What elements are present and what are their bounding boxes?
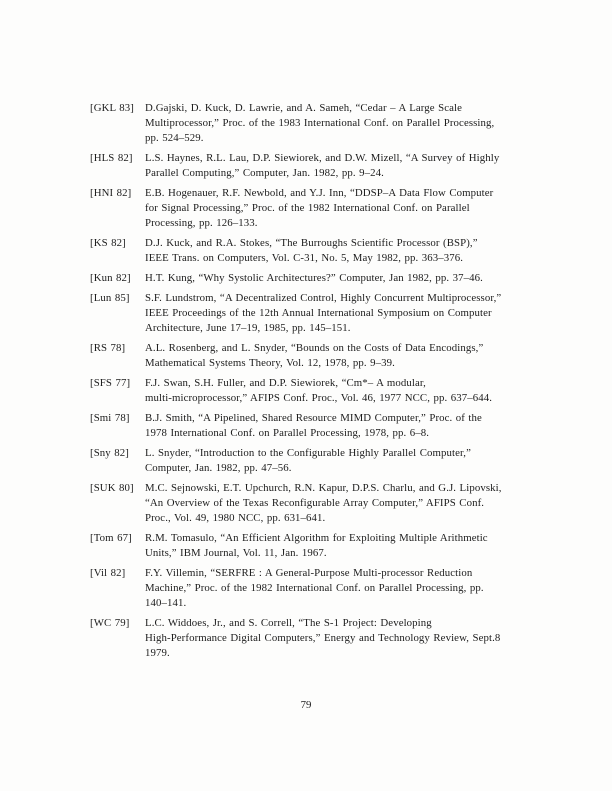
reference-label: [Tom 67] — [90, 532, 132, 544]
reference-label: [Kun 82] — [90, 272, 131, 284]
reference-label: [Vil 82] — [90, 567, 126, 579]
reference-line: D.Gajski, D. Kuck, D. Lawrie, and A. Sameh, “Cedar – A Large Scale — [145, 102, 463, 114]
reference-label: [SUK 80] — [90, 482, 134, 494]
reference-entry — [90, 481, 552, 526]
reference-line: F.J. Swan, S.H. Fuller, and D.P. Siewiorek, “Cm*– A modular, — [145, 377, 426, 389]
reference-line: Architecture, June 17–19, 1985, pp. 145–151. — [145, 322, 351, 334]
reference-line: IEEE Trans. on Computers, Vol. C-31, No. 5, May 1982, pp. 363–376. — [145, 252, 464, 264]
page-number: 79 — [300, 699, 312, 711]
reference-body — [145, 376, 552, 406]
reference-line: B.J. Smith, “A Pipelined, Shared Resource MIMD Computer,” Proc. of the — [145, 412, 482, 424]
reference-entry — [90, 341, 552, 371]
reference-line: IEEE Proceedings of the 12th Annual International Symposium on Computer — [145, 307, 492, 319]
reference-entry — [90, 376, 552, 406]
reference-entry — [90, 186, 552, 231]
reference-body — [145, 271, 552, 286]
reference-line: pp. 524–529. — [145, 132, 204, 144]
reference-line: S.F. Lundstrom, “A Decentralized Control, Highly Concurrent Multiprocessor,” — [145, 292, 502, 304]
reference-body — [145, 446, 552, 476]
reference-line: E.B. Hogenauer, R.F. Newbold, and Y.J. Inn, “DDSP–A Data Flow Computer — [145, 187, 494, 199]
reference-label: [Lun 85] — [90, 292, 130, 304]
reference-entry — [90, 236, 552, 266]
reference-line: L. Snyder, “Introduction to the Configurable Highly Parallel Computer,” — [145, 447, 471, 459]
reference-line: R.M. Tomasulo, “An Efficient Algorithm for Exploiting Multiple Arithmetic — [145, 532, 488, 544]
reference-label: [GKL 83] — [90, 102, 134, 114]
reference-label: [Sny 82] — [90, 447, 129, 459]
reference-line: Multiprocessor,” Proc. of the 1983 International Conf. on Parallel Processing, — [145, 117, 495, 129]
reference-line: Units,” IBM Journal, Vol. 11, Jan. 1967. — [145, 547, 327, 559]
reference-body — [145, 186, 552, 231]
reference-line: L.S. Haynes, R.L. Lau, D.P. Siewiorek, and D.W. Mizell, “A Survey of Highly — [145, 152, 500, 164]
reference-body — [145, 566, 552, 611]
reference-line: Mathematical Systems Theory, Vol. 12, 1978, pp. 9–39. — [145, 357, 395, 369]
reference-line: Processing, pp. 126–133. — [145, 217, 258, 229]
reference-body — [145, 291, 552, 336]
reference-body — [145, 531, 552, 561]
reference-line: M.C. Sejnowski, E.T. Upchurch, R.N. Kapur, D.P.S. Charlu, and G.J. Lipovski, — [145, 482, 502, 494]
reference-line: Proc., Vol. 49, 1980 NCC, pp. 631–641. — [145, 512, 326, 524]
reference-line: Machine,” Proc. of the 1982 International Conf. on Parallel Processing, pp. — [145, 582, 484, 594]
reference-line: A.L. Rosenberg, and L. Snyder, “Bounds on the Costs of Data Encodings,” — [145, 342, 484, 354]
reference-line: Computer, Jan. 1982, pp. 47–56. — [145, 462, 292, 474]
reference-line: Parallel Computing,” Computer, Jan. 1982, pp. 9–24. — [145, 167, 384, 179]
reference-label: [RS 78] — [90, 342, 126, 354]
reference-line: D.J. Kuck, and R.A. Stokes, “The Burroughs Scientific Processor (BSP),” — [145, 237, 478, 249]
reference-line: L.C. Widdoes, Jr., and S. Correll, “The S-1 Project: Developing — [145, 617, 432, 629]
reference-entry — [90, 616, 552, 661]
reference-label: [HLS 82] — [90, 152, 133, 164]
reference-entry — [90, 271, 552, 286]
reference-line: “An Overview of the Texas Reconfigurable Array Computer,” AFIPS Conf. — [145, 497, 485, 509]
reference-entry — [90, 446, 552, 476]
reference-entry — [90, 291, 552, 336]
reference-entry — [90, 566, 552, 611]
reference-line: H.T. Kung, “Why Systolic Architectures?” Computer, Jan 1982, pp. 37–46. — [145, 272, 483, 284]
reference-body — [145, 411, 552, 441]
reference-body — [145, 151, 552, 181]
reference-label: [HNI 82] — [90, 187, 132, 199]
reference-line: High-Performance Digital Computers,” Energy and Technology Review, Sept.8 — [145, 632, 501, 644]
reference-line: for Signal Processing,” Proc. of the 1982 International Conf. on Parallel — [145, 202, 470, 214]
reference-label: [KS 82] — [90, 237, 126, 249]
reference-body — [145, 236, 552, 266]
reference-label: [Smi 78] — [90, 412, 130, 424]
reference-line: multi-microprocessor,” AFIPS Conf. Proc., Vol. 46, 1977 NCC, pp. 637–644. — [145, 392, 493, 404]
reference-list — [90, 101, 552, 666]
reference-body — [145, 481, 552, 526]
reference-line: 140–141. — [145, 597, 187, 609]
reference-label: [SFS 77] — [90, 377, 131, 389]
reference-line: 1978 International Conf. on Parallel Processing, 1978, pp. 6–8. — [145, 427, 430, 439]
reference-line: 1979. — [145, 647, 170, 659]
reference-entry — [90, 151, 552, 181]
reference-line: F.Y. Villemin, “SERFRE : A General-Purpose Multi-processor Reduction — [145, 567, 473, 579]
reference-entry — [90, 411, 552, 441]
reference-body — [145, 101, 552, 146]
reference-entry — [90, 101, 552, 146]
reference-label: [WC 79] — [90, 617, 130, 629]
reference-body — [145, 616, 552, 661]
reference-body — [145, 341, 552, 371]
reference-entry — [90, 531, 552, 561]
